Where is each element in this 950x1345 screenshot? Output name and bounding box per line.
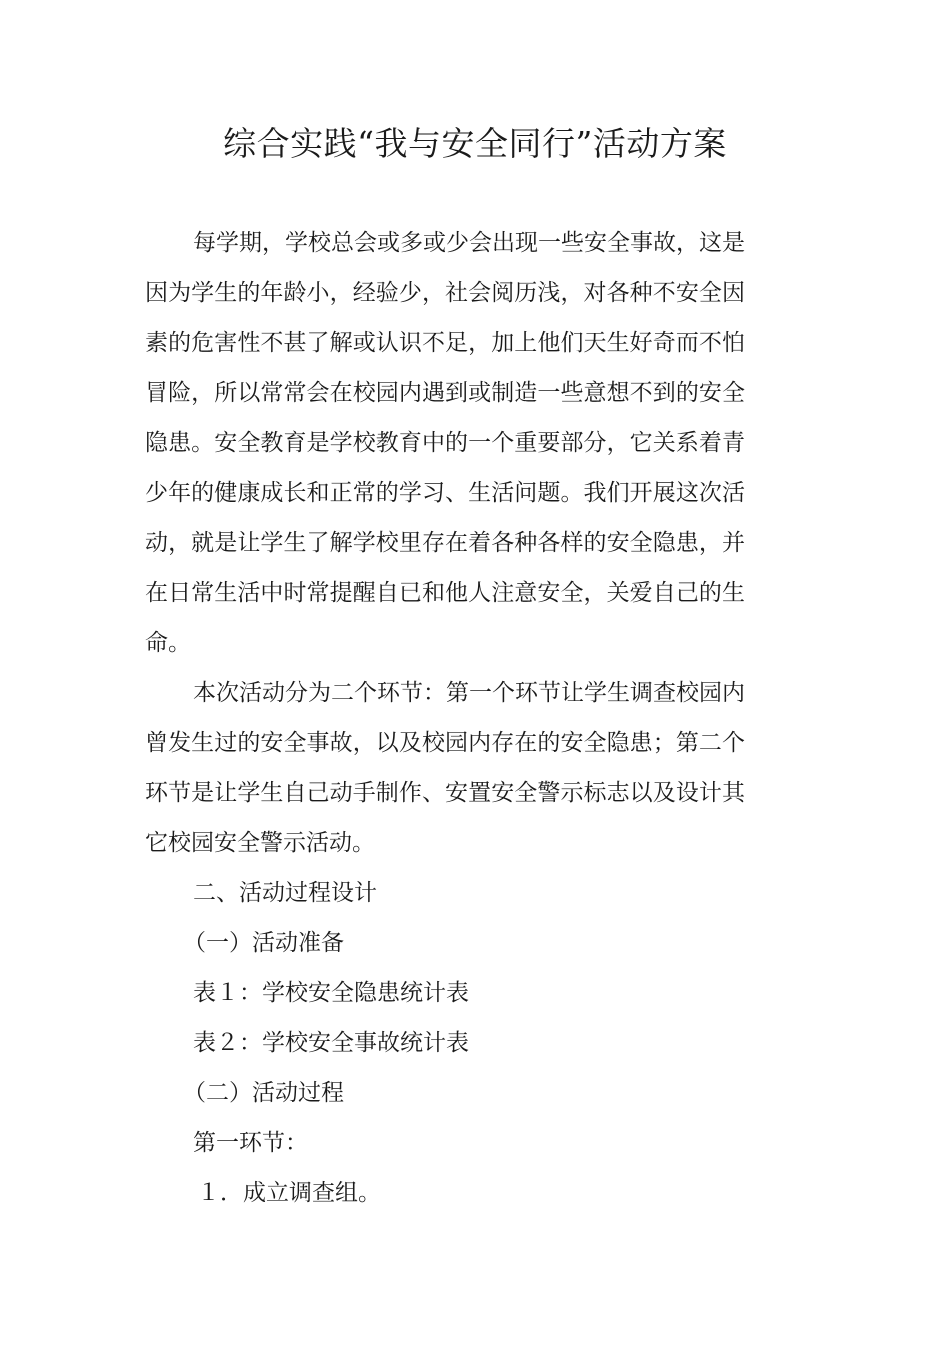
- section-heading: 二、活动过程设计: [193, 880, 377, 906]
- document-body: [145, 218, 745, 1218]
- activity-overview-paragraph: 本次活动分为二个环节：第一个环节让学生调查校园内曾发生过的安全事故，以及校园内存在的安全隐患；第二个环节是让学生自己动手制作、安置安全警示标志以及设计其它校园安全警示活动。: [145, 680, 745, 856]
- sub-heading-preparation: （一）活动准备: [183, 930, 344, 956]
- table-2-caption: 表２：学校安全事故统计表: [193, 1030, 469, 1056]
- table-1-caption: 表１：学校安全隐患统计表: [193, 980, 469, 1006]
- intro-paragraph: 每学期，学校总会或多或少会出现一些安全事故，这是因为学生的年龄小，经验少，社会阅历浅，对各种不安全因素的危害性不甚了解或认识不足，加上他们天生好奇而不怕冒险，所以常常会在校园内遇到或制造一些意想不到的安全隐患。安全教育是学校教育中的一个重要部分，它关系着青少年的健康成长和正常的学习、生活问题。我们开展这次活动，就是让学生了解学校里存在着各种各样的安全隐患，并在日常生活中时常提醒自已和他人注意安全，关爱自己的生命。: [145, 230, 745, 656]
- step-heading: 第一环节：: [193, 1130, 308, 1156]
- sub-heading-process: （二）活动过程: [183, 1080, 344, 1106]
- document-title: 综合实践“我与安全同行”活动方案: [223, 124, 727, 163]
- step-item-1: １．成立调查组。: [197, 1180, 381, 1206]
